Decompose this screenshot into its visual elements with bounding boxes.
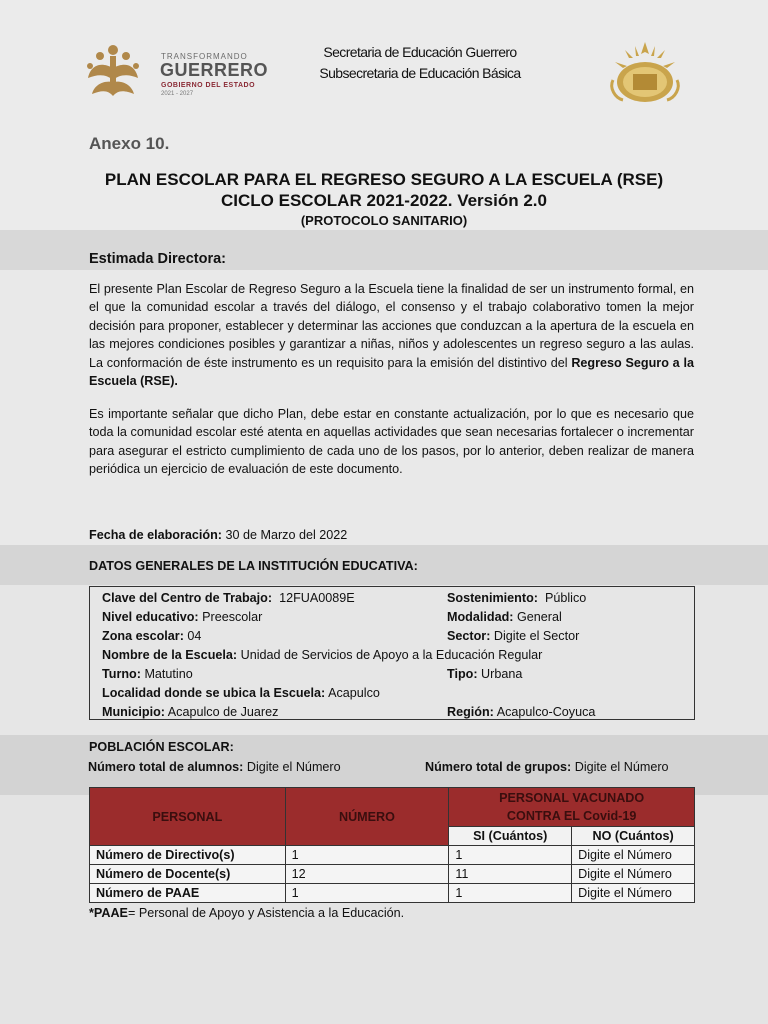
nombre-value[interactable]: Unidad de Servicios de Apoyo a la Educación Regular xyxy=(240,648,543,662)
greeting: Estimada Directora: xyxy=(89,251,226,267)
nivel-value[interactable]: Preescolar xyxy=(202,610,263,624)
table-row xyxy=(90,865,695,884)
turno-label: Turno: xyxy=(102,667,141,681)
total-groups xyxy=(425,760,669,774)
row-label: Número de Directivo(s) xyxy=(90,846,286,865)
tipo-label: Tipo: xyxy=(447,667,478,681)
annex-label: Anexo 10. xyxy=(89,134,170,153)
municipio-label: Municipio: xyxy=(102,705,165,719)
turno-value[interactable]: Matutino xyxy=(144,667,193,681)
header-personal: PERSONAL xyxy=(90,788,286,846)
region-label: Región: xyxy=(447,705,494,719)
municipio-value[interactable]: Acapulco de Juarez xyxy=(167,705,279,719)
elaboration-date-value: 30 de Marzo del 2022 xyxy=(225,528,348,542)
school-population-title: POBLACIÓN ESCOLAR: xyxy=(89,740,234,754)
header-vacunado xyxy=(449,788,695,827)
guerrero-logo xyxy=(78,40,268,102)
nombre-label: Nombre de la Escuela: xyxy=(102,648,238,662)
row-no[interactable]: Digite el Número xyxy=(572,884,695,903)
row-label: Número de PAAE xyxy=(90,884,286,903)
modalidad-value[interactable]: General xyxy=(516,610,562,624)
guerrero-emblem-icon xyxy=(78,40,148,102)
header-numero: NÚMERO xyxy=(285,788,449,846)
row-no[interactable]: Digite el Número xyxy=(572,846,695,865)
header-vacunado-line-1: PERSONAL VACUNADO xyxy=(499,791,645,805)
info-row xyxy=(96,627,688,646)
localidad-label: Localidad donde se ubica la Escuela: xyxy=(102,686,326,700)
state-seal-icon xyxy=(605,40,685,106)
row-label: Número de Docente(s) xyxy=(90,865,286,884)
modalidad-label: Modalidad: xyxy=(447,610,514,624)
total-students xyxy=(88,760,341,774)
sector-value[interactable]: Digite el Sector xyxy=(493,629,580,643)
institution-info-box xyxy=(89,586,695,720)
info-row xyxy=(96,608,688,627)
paae-footnote xyxy=(89,906,404,920)
clave-value[interactable]: 12FUA0089E xyxy=(279,591,355,605)
row-numero[interactable]: 12 xyxy=(285,865,449,884)
header-si: SI (Cuántos) xyxy=(449,827,572,846)
sostenimiento-label: Sostenimiento: xyxy=(447,591,538,605)
document-subtitle: (PROTOCOLO SANITARIO) xyxy=(300,213,468,228)
paae-footnote-bold: *PAAE xyxy=(89,906,128,920)
localidad-value[interactable]: Acapulco xyxy=(328,686,380,700)
row-si[interactable]: 1 xyxy=(449,884,572,903)
intro-paragraph-text: El presente Plan Escolar de Regreso Seguro a la Escuela tiene la finalidad de ser un instrumento formal, en el que la comunidad escolar a través del diálogo, el consenso y el trabajo colaborativo tomen la mejor decisión para proponer, establecer y determinar las acciones que conduzcan a la apertura de la escuela en las mejores condiciones posibles y garantizar a niñas, niños y adolescentes un regreso seguro a las aulas. La conformación de éste instrumento es un requisito para la emisión del distintivo del xyxy=(89,282,694,370)
total-students-label: Número total de alumnos: xyxy=(88,760,244,774)
info-row xyxy=(96,589,688,608)
document-title: PLAN ESCOLAR PARA EL REGRESO SEGURO A LA ESCUELA (RSE) xyxy=(104,170,664,189)
row-numero[interactable]: 1 xyxy=(285,884,449,903)
info-row xyxy=(96,665,688,684)
logo-text-years: 2021 - 2027 xyxy=(161,91,194,97)
intro-paragraph-bold: Regreso Seguro a la Escuela (RSE). xyxy=(89,355,694,389)
header-institution xyxy=(280,42,560,84)
info-row xyxy=(96,703,688,722)
header-vacunado-line-2: CONTRA EL Covid-19 xyxy=(506,809,637,823)
tipo-value[interactable]: Urbana xyxy=(481,667,523,681)
info-row xyxy=(96,684,688,703)
personnel-table xyxy=(89,787,695,903)
total-groups-value[interactable]: Digite el Número xyxy=(574,760,669,774)
update-paragraph: Es importante señalar que dicho Plan, debe estar en constante actualización, por lo que es necesario que toda la comunidad escolar esté atenta en aquellas actividades que sean necesarias fortalecer o incrementar para asegurar el estricto cumplimiento de cada uno de los pasos, por lo anterior, deben realizar de manera periódica un ejercicio de evaluación de este documento. xyxy=(89,407,694,477)
header-line-2: Subsecretaria de Educación Básica xyxy=(319,65,521,81)
clave-label: Clave del Centro de Trabajo: xyxy=(102,591,273,605)
nivel-label: Nivel educativo: xyxy=(102,610,199,624)
row-no[interactable]: Digite el Número xyxy=(572,865,695,884)
table-row xyxy=(90,884,695,903)
header-line-1: Secretaria de Educación Guerrero xyxy=(323,44,517,60)
sostenimiento-value[interactable]: Público xyxy=(544,591,587,605)
row-numero[interactable]: 1 xyxy=(285,846,449,865)
document-cycle: CICLO ESCOLAR 2021-2022. Versión 2.0 xyxy=(221,191,547,210)
paae-footnote-text: = Personal de Apoyo y Asistencia a la Educación. xyxy=(127,906,405,920)
table-row xyxy=(90,846,695,865)
zona-label: Zona escolar: xyxy=(102,629,184,643)
intro-paragraph xyxy=(89,280,694,390)
sector-label: Sector: xyxy=(447,629,491,643)
logo-text-top: TRANSFORMANDO xyxy=(161,52,248,61)
logo-text-sub: GOBIERNO DEL ESTADO xyxy=(161,82,256,89)
row-si[interactable]: 11 xyxy=(449,865,572,884)
row-si[interactable]: 1 xyxy=(449,846,572,865)
elaboration-date-label: Fecha de elaboración: xyxy=(89,528,222,542)
header-no: NO (Cuántos) xyxy=(572,827,695,846)
zona-value[interactable]: 04 xyxy=(187,629,202,643)
region-value[interactable]: Acapulco-Coyuca xyxy=(496,705,596,719)
total-students-value[interactable]: Digite el Número xyxy=(246,760,341,774)
general-data-title: DATOS GENERALES DE LA INSTITUCIÓN EDUCATIVA: xyxy=(89,559,418,573)
elaboration-date xyxy=(89,528,347,542)
logo-text-main: GUERRERO xyxy=(160,60,269,80)
total-groups-label: Número total de grupos: xyxy=(425,760,572,774)
info-row xyxy=(96,646,688,665)
